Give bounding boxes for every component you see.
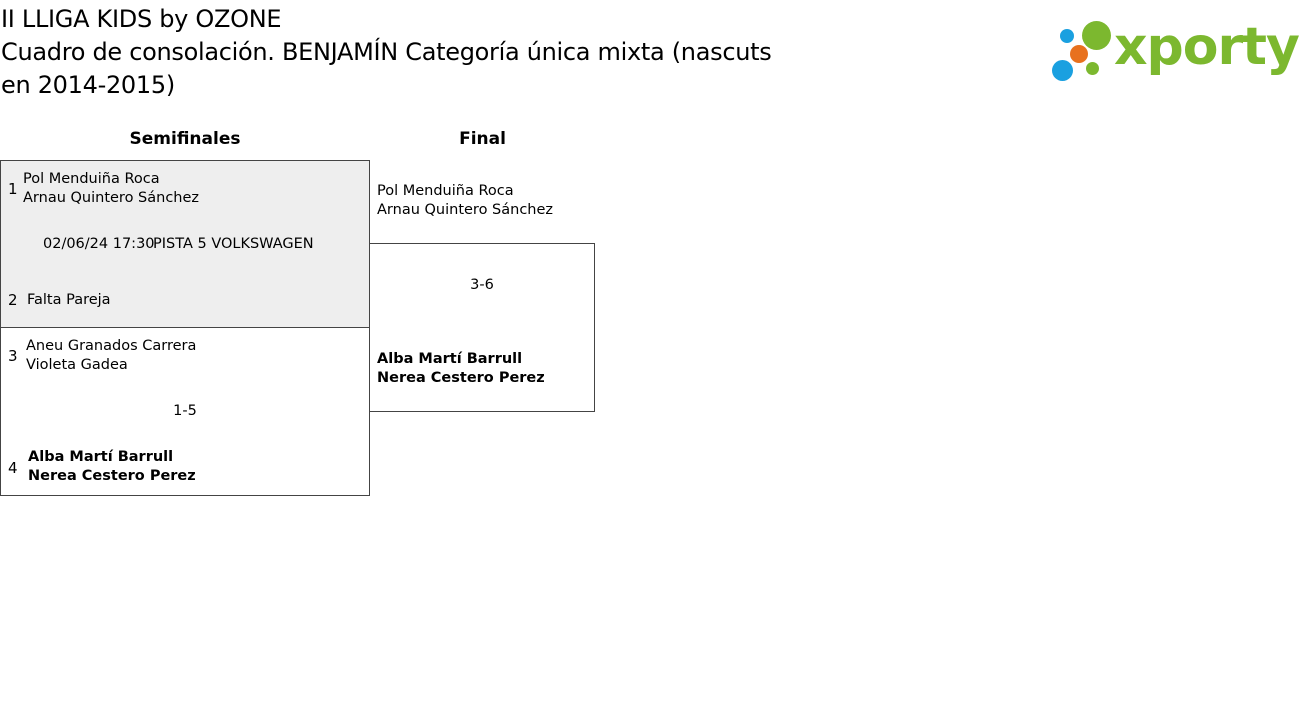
seed-number: 3 bbox=[8, 347, 18, 365]
team-top-player-1: Pol Menduiña Roca bbox=[23, 171, 160, 187]
logo-dot-green-small bbox=[1086, 62, 1099, 75]
team-top-player-1: Aneu Granados Carrera bbox=[26, 338, 197, 354]
page-title bbox=[1, 3, 881, 102]
logo-dot-green-large bbox=[1082, 21, 1111, 50]
tournament-name: II LLIGA KIDS by OZONE bbox=[1, 5, 282, 33]
final-match[interactable] bbox=[369, 243, 595, 412]
seed-number: 4 bbox=[8, 459, 18, 477]
semifinal-match-2[interactable] bbox=[0, 327, 370, 496]
seed-number: 2 bbox=[8, 291, 18, 309]
team-top-player-2: Arnau Quintero Sánchez bbox=[23, 190, 200, 206]
draw-title-line-2: en 2014-2015) bbox=[1, 71, 175, 99]
match-court: PISTA 5 VOLKSWAGEN bbox=[153, 236, 314, 252]
logo-dot-blue-small bbox=[1060, 29, 1074, 43]
semifinal-match-1[interactable] bbox=[0, 160, 370, 328]
final-team-bottom-player-2: Nerea Cestero Perez bbox=[377, 370, 545, 386]
seed-number: 1 bbox=[8, 180, 18, 198]
logo-dot-orange bbox=[1070, 45, 1088, 63]
final-score: 3-6 bbox=[470, 277, 494, 293]
match-schedule: 02/06/24 17:30 bbox=[43, 236, 155, 252]
final-team-bottom-player-1: Alba Martí Barrull bbox=[377, 351, 523, 367]
final-team-top-player-1: Pol Menduiña Roca bbox=[377, 183, 514, 199]
logo-dot-blue-large bbox=[1052, 60, 1073, 81]
team-bottom-player-1: Falta Pareja bbox=[27, 292, 111, 308]
round-header-semifinals: Semifinales bbox=[129, 129, 241, 149]
final-team-top-player-2: Arnau Quintero Sánchez bbox=[377, 202, 554, 218]
team-top-player-2: Violeta Gadea bbox=[26, 357, 128, 373]
team-bottom-player-2: Nerea Cestero Perez bbox=[28, 468, 196, 484]
xporty-logo bbox=[1050, 17, 1299, 84]
draw-title-line-1: Cuadro de consolación. BENJAMÍN Categoría única mixta (nascuts bbox=[1, 38, 772, 66]
logo-wordmark: xporty bbox=[1114, 17, 1299, 77]
round-header-final: Final bbox=[459, 129, 506, 149]
team-bottom-player-1: Alba Martí Barrull bbox=[28, 449, 174, 465]
match-score: 1-5 bbox=[173, 403, 197, 419]
